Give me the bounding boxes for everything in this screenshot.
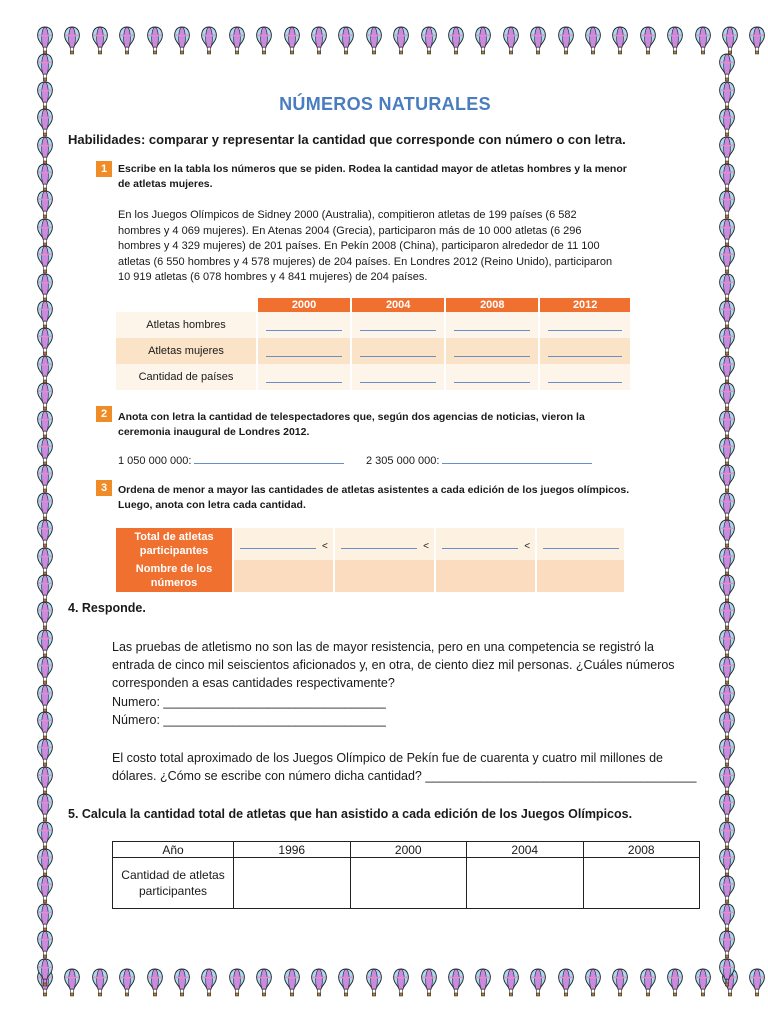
hot-air-balloon-icon: [118, 968, 136, 998]
viewers-a-value: 1 050 000 000:: [118, 455, 192, 467]
answer-cell[interactable]: [583, 858, 700, 909]
hot-air-balloon-icon: [718, 382, 736, 412]
answer-cell[interactable]: [467, 858, 584, 909]
page-title: NÚMEROS NATURALES: [279, 94, 491, 114]
hot-air-balloon-icon: [718, 629, 736, 659]
hot-air-balloon-icon: [200, 26, 218, 56]
hot-air-balloon-icon: [36, 848, 54, 878]
hot-air-balloon-icon: [718, 464, 736, 494]
exercise-2-badge: 2: [96, 406, 112, 422]
answer-cell[interactable]: [350, 858, 467, 909]
exercise-2-instruction: Anota con letra la cantidad de telespectadores que, según dos agencias de noticias, vieron la ceremonia inaugural de Londres 2012.: [118, 411, 585, 438]
hot-air-balloon-icon: [584, 968, 602, 998]
hot-air-balloon-icon: [36, 136, 54, 166]
year-col-header: 2004: [351, 298, 445, 312]
row-label: Cantidad de atletas participantes: [113, 858, 234, 909]
hot-air-balloon-icon: [392, 968, 410, 998]
hot-air-balloon-icon: [36, 218, 54, 248]
hot-air-balloon-icon: [200, 968, 218, 998]
hot-air-balloon-icon: [36, 437, 54, 467]
section-5-heading: 5. Calcula la cantidad total de atletas que han asistido a cada edición de los Juegos Olímpicos.: [68, 807, 633, 821]
year-col-header: 2012: [539, 298, 630, 312]
hot-air-balloon-icon: [36, 519, 54, 549]
table-header: 1996: [234, 842, 351, 858]
table-header: 2000: [350, 842, 467, 858]
hot-air-balloon-icon: [718, 355, 736, 385]
hot-air-balloon-icon: [228, 968, 246, 998]
hot-air-balloon-icon: [748, 26, 766, 56]
hot-air-balloon-icon: [36, 300, 54, 330]
table-header: 2004: [467, 842, 584, 858]
hot-air-balloon-icon: [36, 464, 54, 494]
hot-air-balloon-icon: [718, 437, 736, 467]
hot-air-balloon-icon: [146, 968, 164, 998]
hot-air-balloon-icon: [36, 684, 54, 714]
hot-air-balloon-icon: [694, 26, 712, 56]
hot-air-balloon-icon: [718, 327, 736, 357]
hot-air-balloon-icon: [36, 273, 54, 303]
hot-air-balloon-icon: [36, 656, 54, 686]
order-cell[interactable]: [334, 528, 435, 560]
hot-air-balloon-icon: [36, 738, 54, 768]
hot-air-balloon-icon: [718, 684, 736, 714]
hot-air-balloon-icon: [255, 968, 273, 998]
hot-air-balloon-icon: [36, 355, 54, 385]
answer-cell[interactable]: [445, 312, 539, 338]
hot-air-balloon-icon: [718, 711, 736, 741]
hot-air-balloon-icon: [718, 793, 736, 823]
hot-air-balloon-icon: [283, 26, 301, 56]
hot-air-balloon-icon: [666, 26, 684, 56]
answer-cell[interactable]: [351, 338, 445, 364]
hot-air-balloon-icon: [36, 793, 54, 823]
hot-air-balloon-icon: [36, 766, 54, 796]
answer-cell[interactable]: [257, 312, 351, 338]
year-col-header: 2008: [445, 298, 539, 312]
hot-air-balloon-icon: [447, 968, 465, 998]
hot-air-balloon-icon: [748, 968, 766, 998]
hot-air-balloon-icon: [173, 26, 191, 56]
viewers-b-value: 2 305 000 000:: [366, 455, 440, 467]
hot-air-balloon-icon: [611, 26, 629, 56]
hot-air-balloon-icon: [718, 574, 736, 604]
hot-air-balloon-icon: [718, 190, 736, 220]
exercise-3-badge: 3: [96, 480, 112, 496]
hot-air-balloon-icon: [474, 968, 492, 998]
skills-line: Habilidades: comparar y representar la cantidad que corresponde con número o con letra.: [68, 132, 626, 147]
hot-air-balloon-icon: [36, 574, 54, 604]
viewers-b-answer[interactable]: [442, 463, 592, 464]
exercise-3-instruction: Ordena de menor a mayor las cantidades de atletas asistentes a cada edición de los juegos olímpicos. Luego, anota con letra cada cantidad.: [118, 484, 630, 511]
less-than-sign: <: [524, 541, 531, 552]
order-table: [116, 528, 624, 592]
hot-air-balloon-icon: [639, 26, 657, 56]
hot-air-balloon-icon: [718, 218, 736, 248]
hot-air-balloon-icon: [36, 547, 54, 577]
table-header: Año: [113, 842, 234, 858]
hot-air-balloon-icon: [718, 300, 736, 330]
hot-air-balloon-icon: [502, 26, 520, 56]
hot-air-balloon-icon: [529, 968, 547, 998]
hot-air-balloon-icon: [718, 519, 736, 549]
hot-air-balloon-icon: [639, 968, 657, 998]
answer-cell[interactable]: [445, 364, 539, 390]
hot-air-balloon-icon: [420, 26, 438, 56]
hot-air-balloon-icon: [36, 53, 54, 83]
hot-air-balloon-icon: [36, 821, 54, 851]
hot-air-balloon-icon: [63, 26, 81, 56]
hot-air-balloon-icon: [36, 629, 54, 659]
hot-air-balloon-icon: [718, 81, 736, 111]
hot-air-balloon-icon: [718, 108, 736, 138]
section-4-problem-1: Las pruebas de atletismo no son las de mayor resistencia, pero en una competencia se registró la entrada de cinco mil seiscientos aficionados y, en otra, de ciento diez mil personas. ¿Cuáles números corresponden a esas cantidades respectivamente?: [112, 640, 675, 690]
hot-air-balloon-icon: [337, 26, 355, 56]
hot-air-balloon-icon: [283, 968, 301, 998]
hot-air-balloon-icon: [718, 766, 736, 796]
hot-air-balloon-icon: [146, 26, 164, 56]
hot-air-balloon-icon: [718, 601, 736, 631]
hot-air-balloon-icon: [718, 875, 736, 905]
hot-air-balloon-icon: [474, 26, 492, 56]
hot-air-balloon-icon: [36, 81, 54, 111]
hot-air-balloon-icon: [337, 968, 355, 998]
hot-air-balloon-icon: [666, 968, 684, 998]
hot-air-balloon-icon: [718, 492, 736, 522]
section-4-heading: 4. Responde.: [68, 601, 146, 615]
hot-air-balloon-icon: [36, 875, 54, 905]
less-than-sign: <: [423, 541, 429, 552]
hot-air-balloon-icon: [36, 492, 54, 522]
hot-air-balloon-icon: [718, 738, 736, 768]
hot-air-balloon-icon: [718, 903, 736, 933]
hot-air-balloon-icon: [718, 930, 736, 960]
hot-air-balloon-icon: [718, 821, 736, 851]
answer-line-number-1[interactable]: Numero: ________________________________: [112, 695, 386, 709]
hot-air-balloon-icon: [718, 958, 736, 988]
exercise-1-paragraph: En los Juegos Olímpicos de Sidney 2000 (Australia), compitieron atletas de 199 países (6 582 hombres y 4 069 mujeres). En Atenas 2004 (Grecia), participaron más de 10 000 atletas (6 296 hombres y 4 329 mujeres) de 201 países. En Pekín 2008 (China), participaron alrededor de 11 100 atletas (6 550 hombres y 4 578 mujeres) de 204 países. En Londres 2012 (Reino Unido), participaron 10 919 atletas (6 078 hombres y 4 841 mujeres) de 204 países.: [118, 209, 613, 283]
answer-cell[interactable]: [539, 312, 630, 338]
hot-air-balloon-icon: [718, 245, 736, 275]
hot-air-balloon-icon: [694, 968, 712, 998]
hot-air-balloon-icon: [36, 190, 54, 220]
hot-air-balloon-icon: [557, 968, 575, 998]
hot-air-balloon-icon: [718, 163, 736, 193]
year-col-header: 2000: [257, 298, 351, 312]
hot-air-balloon-icon: [36, 958, 54, 988]
hot-air-balloon-icon: [718, 273, 736, 303]
answer-cell[interactable]: [257, 364, 351, 390]
table-header: 2008: [583, 842, 700, 858]
hot-air-balloon-icon: [36, 601, 54, 631]
exercise-1-instruction: Escribe en la tabla los números que se piden. Rodea la cantidad mayor de atletas hombres y la menor de atletas mujeres.: [118, 163, 627, 190]
row-label: Atletas mujeres: [116, 338, 257, 364]
hot-air-balloon-icon: [36, 410, 54, 440]
hot-air-balloon-icon: [310, 968, 328, 998]
hot-air-balloon-icon: [718, 848, 736, 878]
hot-air-balloon-icon: [36, 245, 54, 275]
hot-air-balloon-icon: [718, 136, 736, 166]
hot-air-balloon-icon: [36, 108, 54, 138]
order-cell[interactable]: [536, 528, 624, 560]
order-cell[interactable]: [435, 528, 536, 560]
section-4-problem-2: El costo total aproximado de los Juegos Olímpico de Pekín fue de cuarenta y cuatro mil millones de dólares. ¿Cómo se escribe con número dicha cantidad? _______________________________________: [112, 751, 697, 783]
hot-air-balloon-icon: [36, 163, 54, 193]
hot-air-balloon-icon: [611, 968, 629, 998]
answer-cell[interactable]: [257, 338, 351, 364]
answer-cell[interactable]: [234, 858, 351, 909]
order-cell[interactable]: [233, 528, 334, 560]
name-cell[interactable]: [435, 560, 536, 592]
hot-air-balloon-icon: [310, 26, 328, 56]
name-cell[interactable]: [334, 560, 435, 592]
hot-air-balloon-icon: [255, 26, 273, 56]
hot-air-balloon-icon: [118, 26, 136, 56]
viewers-b: [366, 454, 592, 470]
hot-air-balloon-icon: [36, 903, 54, 933]
hot-air-balloon-icon: [584, 26, 602, 56]
hot-air-balloon-icon: [365, 26, 383, 56]
hot-air-balloon-icon: [721, 26, 739, 56]
row-label: Atletas hombres: [116, 312, 257, 338]
hot-air-balloon-icon: [365, 968, 383, 998]
hot-air-balloon-icon: [447, 26, 465, 56]
answer-cell[interactable]: [445, 338, 539, 364]
hot-air-balloon-icon: [228, 26, 246, 56]
hot-air-balloon-icon: [36, 382, 54, 412]
hot-air-balloon-icon: [420, 968, 438, 998]
hot-air-balloon-icon: [557, 26, 575, 56]
viewers-a: [118, 454, 344, 470]
less-than-sign: <: [322, 541, 328, 552]
name-cell[interactable]: [233, 560, 334, 592]
hot-air-balloon-icon: [91, 968, 109, 998]
hot-air-balloon-icon: [529, 26, 547, 56]
answer-cell[interactable]: [351, 364, 445, 390]
exercise-1-badge: 1: [96, 161, 112, 177]
hot-air-balloon-icon: [502, 968, 520, 998]
hot-air-balloon-icon: [718, 656, 736, 686]
row-head-total: Total de atletas participantes: [116, 528, 233, 560]
hot-air-balloon-icon: [36, 26, 54, 56]
hot-air-balloon-icon: [91, 26, 109, 56]
answer-line-number-2[interactable]: Número: ________________________________: [112, 713, 386, 727]
hot-air-balloon-icon: [173, 968, 191, 998]
name-cell[interactable]: [536, 560, 624, 592]
hot-air-balloon-icon: [718, 53, 736, 83]
hot-air-balloon-icon: [718, 547, 736, 577]
hot-air-balloon-icon: [63, 968, 81, 998]
table-corner: [116, 298, 257, 312]
viewers-a-answer[interactable]: [194, 463, 344, 464]
answer-cell[interactable]: [539, 338, 630, 364]
olympics-table: [112, 841, 700, 909]
row-head-names: Nombre de los números: [116, 560, 233, 592]
hot-air-balloon-icon: [36, 711, 54, 741]
hot-air-balloon-icon: [718, 410, 736, 440]
hot-air-balloon-icon: [36, 930, 54, 960]
hot-air-balloon-icon: [392, 26, 410, 56]
athletes-table: [116, 298, 630, 390]
hot-air-balloon-icon: [36, 327, 54, 357]
answer-cell[interactable]: [351, 312, 445, 338]
answer-cell[interactable]: [539, 364, 630, 390]
row-label: Cantidad de países: [116, 364, 257, 390]
